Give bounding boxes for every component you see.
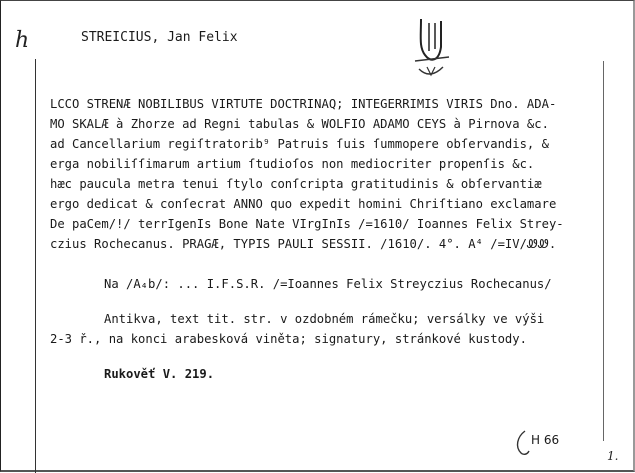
shelfmark: H 66 bbox=[531, 433, 560, 447]
body-line: ergo dedicat & conſecrat ANNO quo expedit homini Chriſtiano exclamare bbox=[50, 197, 557, 211]
body-line: erga nobiliſſimarum artium ſtudioſos non mediocriter propenſis &c. bbox=[50, 157, 535, 171]
stamp-icon bbox=[409, 17, 453, 79]
body-line: ad Cancellarium regiſtratorib⁹ Patruis ſuis ſummopere obſervandis, & bbox=[50, 137, 549, 151]
check-mark-icon bbox=[511, 429, 533, 459]
corner-number: 1. bbox=[607, 449, 619, 463]
right-margin-rule bbox=[603, 61, 604, 441]
card-heading: STREICIUS, Jan Felix bbox=[81, 30, 238, 45]
body-line: MO SKALÆ à Zhorze ad Regni tabulas & WOLFIO ADAMO CEYS à Pirnova &c. bbox=[50, 117, 549, 131]
handwritten-mark: h bbox=[15, 28, 30, 53]
margin-rule bbox=[35, 59, 36, 473]
description-line: 2-3 ř., na konci arabesková viněta; signatury, stránkové kustody. bbox=[50, 332, 527, 346]
signature-line: Na /A₄b/: ... I.F.S.R. /=Ioannes Felix Streyczius Rochecanus/ bbox=[104, 277, 552, 291]
description-line: Antikva, text tit. str. v ozdobném rámečku; versálky ve výši bbox=[104, 312, 545, 326]
reference: Rukověť V. 219. bbox=[104, 367, 215, 381]
body-line: czius Rochecanus. PRAGÆ, TYPIS PAULI SESSII. /1610/. 4°. A⁴ /=IV/ᏪᏪ. bbox=[50, 237, 557, 251]
body-line: De paCem/!/ terrIgenIs Bone Nate VIrgInIs /=1610/ Ioannes Felix Strey- bbox=[50, 217, 564, 231]
body-line: hæc paucula metra tenui ſtylo conſcripta gratitudinis & obſervantiæ bbox=[50, 177, 542, 191]
body-line: LCCO STRENÆ NOBILIBUS VIRTUTE DOCTRINAQ; INTEGERRIMIS VIRIS Dno. ADA- bbox=[50, 97, 557, 111]
